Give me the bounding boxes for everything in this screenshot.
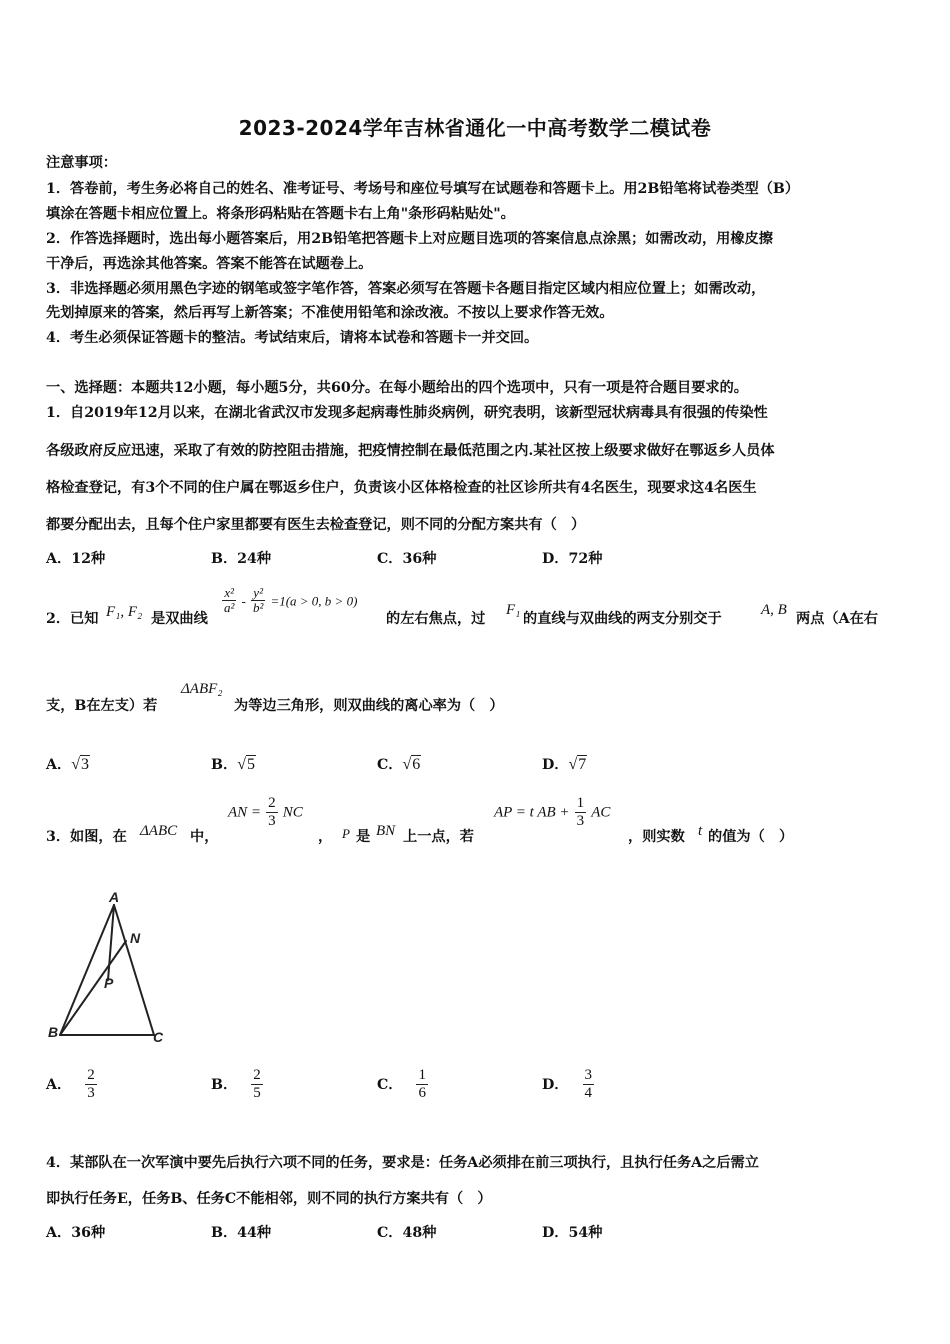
option-label: B． bbox=[211, 1077, 238, 1093]
eq-a: a² bbox=[224, 600, 235, 616]
side-ac bbox=[114, 905, 154, 1035]
frac-num: 2 bbox=[253, 1067, 261, 1083]
eq-minus: - bbox=[241, 593, 246, 609]
q3-triangle-figure bbox=[40, 885, 180, 1055]
vec-an: AN = bbox=[228, 804, 262, 821]
q4-option-a[interactable]: A．36种 bbox=[46, 1225, 106, 1241]
vec-ac: AC bbox=[591, 804, 611, 821]
vec-ap: AP = t AB + bbox=[494, 804, 570, 821]
q3-option-d[interactable] bbox=[542, 1067, 594, 1101]
q1-text: 格检查登记，有3个不同的住户属在鄂返乡住户，负责该小区体格检查的社区诊所共有4名医生，现要求这4名医生 bbox=[46, 480, 757, 496]
frac-den: 4 bbox=[584, 1084, 592, 1101]
q1-text: 1．自2019年12月以来，在湖北省武汉市发现多起病毒性肺炎病例，研究表明，该新型冠状病毒具有很强的传染性 bbox=[46, 405, 768, 421]
q1-option-b[interactable]: B．24种 bbox=[211, 551, 272, 567]
q3-text: ，则实数 bbox=[628, 829, 685, 845]
q2-f1: F₁ bbox=[506, 602, 521, 618]
q2-text: 是双曲线 bbox=[151, 611, 208, 627]
q3-vector-an bbox=[228, 795, 303, 829]
q3-text: 上一点，若 bbox=[403, 829, 474, 845]
frac-den: 3 bbox=[268, 812, 276, 829]
frac-num: 1 bbox=[576, 795, 585, 811]
frac-den: 6 bbox=[418, 1084, 426, 1101]
frac-num: 2 bbox=[87, 1067, 95, 1083]
label-c: C bbox=[153, 1029, 164, 1045]
frac-den: 3 bbox=[87, 1084, 95, 1101]
label-a: A bbox=[109, 889, 120, 905]
q2-text-line2: 为等边三角形，则双曲线的离心率为（ ） bbox=[234, 698, 504, 714]
q2-hyperbola-eq bbox=[222, 586, 357, 616]
label-p: P bbox=[104, 975, 114, 991]
q3-segment-bn: BN bbox=[376, 823, 396, 839]
notice-heading: 注意事项： bbox=[46, 155, 117, 171]
frac-den: 3 bbox=[576, 812, 585, 829]
q1-option-d[interactable]: D．72种 bbox=[542, 551, 603, 567]
sqrt-value: 6 bbox=[412, 756, 421, 773]
q3-option-c[interactable] bbox=[377, 1067, 428, 1101]
notice-line: 干净后，再选涂其他答案。答案不能答在试题卷上。 bbox=[46, 256, 373, 272]
page-title: 2023-2024学年吉林省通化一中高考数学二模试卷 bbox=[238, 116, 712, 140]
q2-text: 两点（A在右 bbox=[796, 611, 878, 627]
q3-text: 是 bbox=[356, 829, 371, 845]
frac-den: 5 bbox=[253, 1084, 261, 1101]
q3-text-start: 3．如图，在 bbox=[46, 829, 127, 845]
q1-option-c[interactable]: C．36种 bbox=[377, 551, 437, 567]
q2-option-d[interactable]: D．√7 bbox=[542, 756, 587, 773]
q2-option-b[interactable]: B．√5 bbox=[211, 756, 255, 773]
q4-option-c[interactable]: C．48种 bbox=[377, 1225, 437, 1241]
notice-line: 先划掉原来的答案，然后再写上新答案；不准使用铅笔和涂改液。不按以上要求作答无效。 bbox=[46, 305, 614, 321]
option-label: D． bbox=[542, 1077, 569, 1093]
q2-points: A, B bbox=[761, 602, 787, 618]
vec-nc: NC bbox=[282, 804, 303, 821]
q3-vector-ap bbox=[494, 795, 610, 829]
q4-option-d[interactable]: D．54种 bbox=[542, 1225, 603, 1241]
eq-x: x² bbox=[222, 586, 236, 601]
eq-b: b² bbox=[252, 600, 264, 616]
q3-text: 中， bbox=[190, 829, 219, 845]
q2-option-c[interactable]: C．√6 bbox=[377, 756, 421, 773]
sqrt-value: 7 bbox=[578, 756, 587, 773]
frac-num: 2 bbox=[268, 795, 276, 811]
sqrt-value: 5 bbox=[246, 756, 255, 773]
q1-text: 都要分配出去，且每个住户家里都要有医生去检查登记，则不同的分配方案共有（ ） bbox=[46, 517, 586, 533]
frac-num: 3 bbox=[584, 1067, 592, 1083]
q2-triangle: ΔABF₂ bbox=[181, 681, 223, 697]
notice-line: 1．答卷前，考生务必将自己的姓名、准考证号、考场号和座位号填写在试题卷和答题卡上。用2B铅笔将试卷类型（B） bbox=[46, 181, 800, 197]
q3-comma: ， bbox=[318, 829, 333, 845]
q3-option-a[interactable] bbox=[46, 1067, 97, 1101]
q4-option-b[interactable]: B．44种 bbox=[211, 1225, 272, 1241]
sqrt-value: 3 bbox=[80, 756, 89, 773]
notice-line: 填涂在答题卡相应位置上。将条形码粘贴在答题卡右上角"条形码粘贴处"。 bbox=[46, 206, 515, 222]
q3-text: 的值为（ ） bbox=[708, 829, 794, 845]
q2-text-start: 2．已知 bbox=[46, 611, 99, 627]
q1-option-a[interactable]: A．12种 bbox=[46, 551, 106, 567]
notice-line: 3．非选择题必须用黑色字迹的钢笔或签字笔作答，答案必须写在答题卡各题目指定区域内相应位置上；如需改动， bbox=[46, 281, 766, 297]
frac-num: 1 bbox=[418, 1067, 426, 1083]
option-label: A． bbox=[46, 1077, 72, 1093]
option-label: B． bbox=[211, 757, 238, 773]
q1-text: 各级政府反应迅速，采取了有效的防控阻击措施，把疫情控制在最低范围之内.某社区按上级要求做好在鄂返乡人员体 bbox=[46, 443, 775, 459]
notice-line: 2．作答选择题时，选出每小题答案后，用2B铅笔把答题卡上对应题目选项的答案信息点涂黑；如需改动，用橡皮擦 bbox=[46, 231, 773, 247]
q2-text: 的左右焦点，过 bbox=[386, 611, 486, 627]
q4-text: 4．某部队在一次军演中要先后执行六项不同的任务，要求是：任务A必须排在前三项执行，且执行任务A之后需立 bbox=[46, 1155, 759, 1171]
q3-point-p: P bbox=[342, 826, 350, 841]
eq-y: y² bbox=[251, 586, 265, 601]
q4-text: 即执行任务E，任务B、任务C不能相邻，则不同的执行方案共有（ ） bbox=[46, 1191, 492, 1207]
label-n: N bbox=[130, 930, 141, 946]
q2-text: 的直线与双曲线的两支分别交于 bbox=[523, 611, 722, 627]
q2-text-line2: 支，B在左支）若 bbox=[46, 698, 158, 714]
q2-option-a[interactable]: A．√3 bbox=[46, 756, 89, 773]
q3-var-t: t bbox=[698, 823, 703, 839]
label-b: B bbox=[48, 1024, 59, 1040]
option-label: D． bbox=[542, 757, 569, 773]
notice-line: 4．考生必须保证答题卡的整洁。考试结束后，请将本试卷和答题卡一并交回。 bbox=[46, 330, 539, 346]
option-label: C． bbox=[377, 757, 403, 773]
option-label: C． bbox=[377, 1077, 403, 1093]
q3-triangle: ΔABC bbox=[140, 823, 178, 839]
q2-foci: F₁, F₂ bbox=[106, 604, 143, 620]
eq-rhs: =1(a > 0, b > 0) bbox=[270, 593, 358, 609]
option-label: A． bbox=[46, 757, 72, 773]
section-heading: 一、选择题：本题共12小题，每小题5分，共60分。在每小题给出的四个选项中，只有一项是符合题目要求的。 bbox=[46, 380, 748, 396]
q3-option-b[interactable] bbox=[211, 1067, 263, 1101]
